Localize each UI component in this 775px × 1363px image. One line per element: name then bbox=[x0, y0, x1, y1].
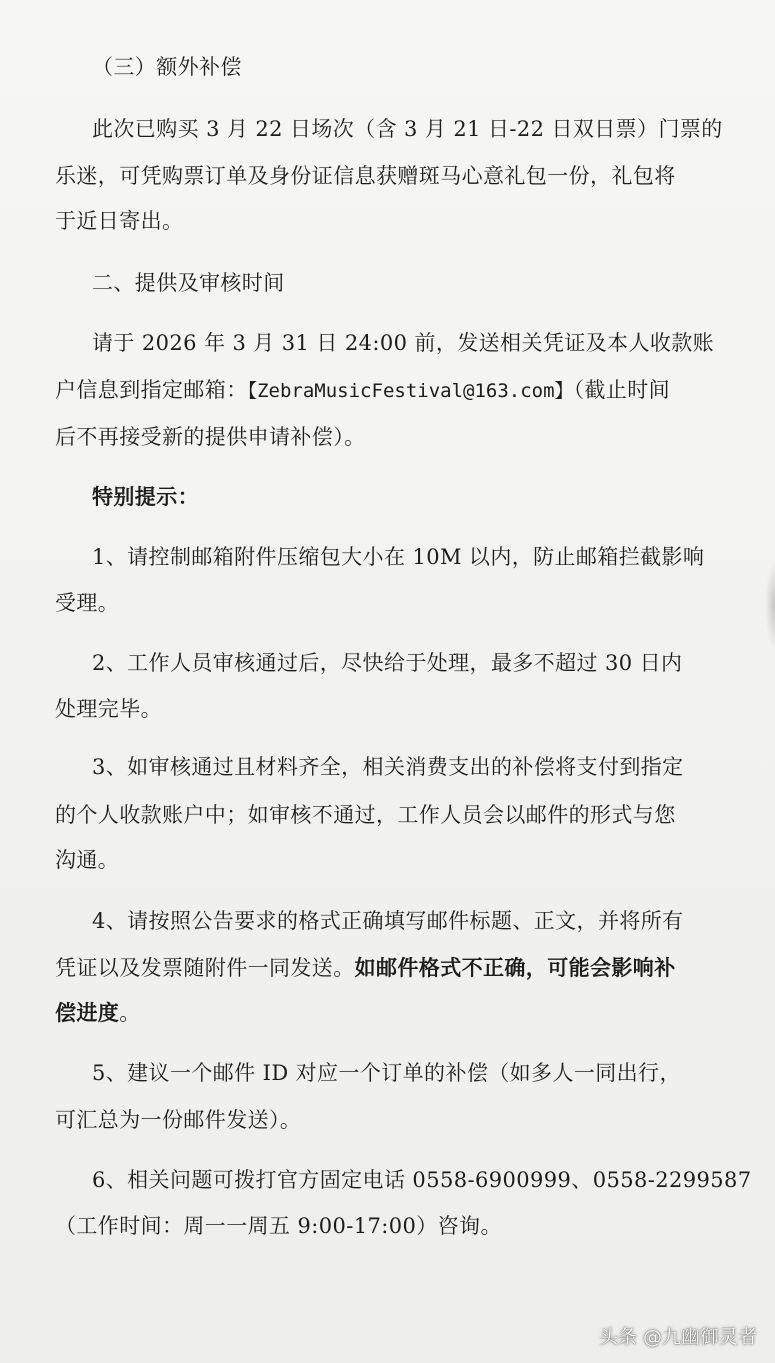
tip-3-line-3: 沟通。 bbox=[55, 848, 120, 872]
paragraph-deadline-line-1: 请于 2026 年 3 月 31 日 24:00 前，发送相关凭证及本人收款账 bbox=[92, 331, 715, 355]
tip-6-line-1: 6、相关问题可拨打官方固定电话 0558-6900999、0558-2299587 bbox=[92, 1168, 752, 1192]
paragraph-deadline-line-3: 后不再接受新的提供申请补偿）。 bbox=[55, 425, 366, 449]
tip-3-line-2: 的个人收款账户中；如审核不通过，工作人员会以邮件的形式与您 bbox=[55, 803, 676, 827]
email-address: 【ZebraMusicFestival@163.com】 bbox=[247, 380, 574, 402]
tip-2-line-1: 2、工作人员审核通过后，尽快给于处理，最多不超过 30 日内 bbox=[92, 651, 683, 675]
paragraph-deadline-line-2 bbox=[55, 375, 755, 406]
tip-4-warning-bold-end: 偿进度 bbox=[55, 1000, 120, 1025]
watermark-author: 头条 @九幽御灵者 bbox=[598, 1326, 757, 1348]
tip-2-line-2: 处理完毕。 bbox=[55, 697, 162, 721]
tip-5-line-1: 5、建议一个邮件 ID 对应一个订单的补偿（如多人一同出行， bbox=[92, 1061, 681, 1085]
paragraph-gift-line-1: 此次已购买 3 月 22 日场次（含 3 月 21 日-22 日双日票）门票的 bbox=[92, 117, 723, 141]
special-notice-title: 特别提示： bbox=[92, 484, 199, 509]
paragraph-gift-line-2: 乐迷，可凭购票订单及身份证信息获赠斑马心意礼包一份，礼包将 bbox=[55, 164, 676, 188]
deadline-line-2-prefix: 户信息到指定邮箱： bbox=[55, 378, 248, 402]
section-extra-compensation: （三）额外补偿 bbox=[92, 55, 242, 79]
tip-5-line-2: 可汇总为一份邮件发送）。 bbox=[55, 1108, 302, 1132]
page-edge-shadow bbox=[765, 560, 775, 650]
tip-3-line-1: 3、如审核通过且材料齐全，相关消费支出的补偿将支付到指定 bbox=[92, 755, 684, 779]
tip-4-line-1: 4、请按照公告要求的格式正确填写邮件标题、正文，并将所有 bbox=[92, 909, 684, 933]
tip-4-line-2 bbox=[55, 953, 755, 983]
tip-4-warning-bold: 如邮件格式不正确，可能会影响补 bbox=[354, 955, 676, 980]
deadline-line-2-suffix: （截止时间 bbox=[573, 378, 671, 402]
tip-1-line-2: 受理。 bbox=[55, 591, 120, 615]
tip-4-line-3 bbox=[55, 998, 755, 1028]
tip-6-line-2: （工作时间：周一一周五 9:00-17:00）咨询。 bbox=[55, 1214, 502, 1238]
tip-4-line-3-end: 。 bbox=[119, 1001, 141, 1025]
tip-4-line-2-normal: 凭证以及发票随附件一同发送。 bbox=[55, 956, 355, 980]
tip-1-line-1: 1、请控制邮箱附件压缩包大小在 10M 以内，防止邮箱拦截影响 bbox=[92, 545, 705, 569]
paragraph-gift-line-3: 于近日寄出。 bbox=[55, 209, 184, 233]
section-submission-time: 二、提供及审核时间 bbox=[92, 271, 285, 295]
